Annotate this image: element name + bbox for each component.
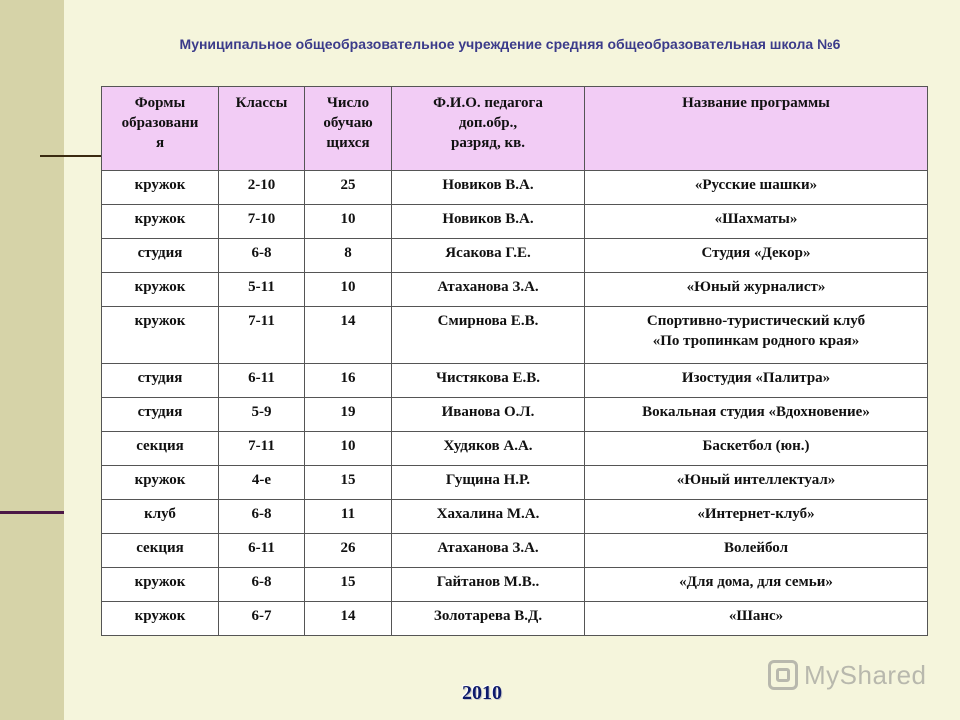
cell-count-text: 15 [340,574,356,590]
cell-form [102,432,219,466]
cell-grades [219,273,305,307]
cell-teacher-text: Новиков В.А. [442,177,534,193]
cell-grades [219,171,305,205]
cell-form-text: студия [137,370,183,386]
programs-table [101,86,928,636]
cell-grades-text: 6-11 [248,370,275,386]
cell-teacher [392,205,585,239]
cell-count [305,602,392,636]
cell-form [102,364,219,398]
cell-teacher-text: Ясакова Г.Е. [445,245,531,261]
cell-grades-text: 6-8 [251,506,272,522]
cell-count [305,534,392,568]
table-row [102,534,928,568]
cell-program-text: «Русские шашки» [694,177,818,193]
table-header-row [102,87,928,171]
cell-teacher [392,398,585,432]
cell-grades [219,364,305,398]
cell-teacher [392,534,585,568]
cell-grades-text: 6-8 [251,245,272,261]
cell-grades-text: 6-8 [251,574,272,590]
year-label: 2010 [462,682,502,704]
table-row [102,500,928,534]
cell-program-text: «Шахматы» [714,211,798,227]
cell-count-text: 10 [340,279,356,295]
table-row [102,398,928,432]
cell-form-text: кружок [134,211,186,227]
cell-count [305,239,392,273]
table-row [102,205,928,239]
cell-count-text: 14 [340,313,356,329]
cell-count-text: 19 [340,404,356,420]
cell-count-text: 15 [340,472,356,488]
cell-count [305,307,392,364]
header-count: Число обучаю щихся [305,87,392,171]
cell-grades-text: 2-10 [247,177,276,193]
cell-program-text: Студия «Декор» [701,245,811,261]
cell-teacher [392,307,585,364]
table-row [102,307,928,364]
decor-rule-bottom [0,511,64,514]
cell-count [305,568,392,602]
cell-form-text: кружок [134,574,186,590]
cell-teacher [392,602,585,636]
cell-count-text: 14 [340,608,356,624]
cell-form-text: секция [136,540,184,556]
cell-count [305,466,392,500]
cell-grades [219,568,305,602]
cell-program [585,432,928,466]
cell-program [585,534,928,568]
decor-rule-top [40,155,102,157]
cell-grades-text: 7-11 [248,438,275,454]
cell-count-text: 26 [340,540,356,556]
cell-grades [219,500,305,534]
cell-form-text: кружок [134,177,186,193]
left-decor-bar [0,0,64,720]
cell-form-text: студия [137,245,183,261]
header-program: Название программы [585,87,928,171]
cell-program [585,307,928,364]
cell-form-text: студия [137,404,183,420]
table-row [102,602,928,636]
cell-count [305,500,392,534]
cell-form-text: кружок [134,313,186,329]
cell-teacher [392,466,585,500]
cell-form [102,568,219,602]
cell-form-text: секция [136,438,184,454]
cell-grades-text: 4-е [251,472,272,488]
cell-count [305,398,392,432]
table-row [102,239,928,273]
cell-teacher [392,273,585,307]
cell-teacher-text: Золотарева В.Д. [433,608,543,624]
cell-form [102,602,219,636]
cell-program-text: «Юный журналист» [686,279,826,295]
cell-form [102,500,219,534]
header-form: Формы образовани я [102,87,219,171]
cell-form [102,307,219,364]
cell-grades-text: 5-11 [248,279,275,295]
cell-program-text: Волейбол [723,540,789,556]
table-row [102,171,928,205]
cell-program [585,466,928,500]
cell-grades [219,205,305,239]
cell-teacher [392,239,585,273]
cell-form [102,534,219,568]
cell-form [102,171,219,205]
cell-grades-text: 5-9 [251,404,272,420]
cell-grades [219,602,305,636]
cell-count-text: 11 [340,506,356,522]
cell-program [585,602,928,636]
cell-count [305,432,392,466]
cell-grades [219,534,305,568]
cell-form-text: клуб [144,506,176,522]
watermark [768,657,927,693]
cell-teacher-text: Хахалина М.А. [436,506,540,522]
cell-form [102,239,219,273]
cell-program-text: «Юный интеллектуал» [676,472,836,488]
cell-program [585,239,928,273]
cell-teacher-text: Чистякова Е.В. [435,370,541,386]
cell-teacher-text: Иванова О.Л. [441,404,535,420]
cell-form [102,466,219,500]
cell-count-text: 25 [340,177,356,193]
cell-grades-text: 6-7 [251,608,272,624]
cell-teacher-text: Гайтанов М.В.. [436,574,540,590]
cell-grades [219,432,305,466]
cell-form [102,273,219,307]
cell-program-text: «Для дома, для семьи» [679,574,833,590]
cell-teacher [392,432,585,466]
table-row [102,364,928,398]
cell-form [102,205,219,239]
cell-program [585,273,928,307]
cell-count-text: 10 [340,211,356,227]
cell-teacher-text: Атаханова З.А. [437,540,539,556]
cell-program-text: Изостудия «Палитра» [681,370,831,386]
cell-teacher-text: Новиков В.А. [442,211,534,227]
table-row [102,466,928,500]
cell-teacher-text: Гущина Н.Р. [445,472,531,488]
cell-teacher [392,500,585,534]
header-teacher: Ф.И.О. педагога доп.обр., разряд, кв. [392,87,585,171]
cell-count [305,171,392,205]
cell-program-text: Баскетбол (юн.) [702,438,810,454]
cell-teacher-text: Атаханова З.А. [437,279,539,295]
cell-grades [219,398,305,432]
cell-program [585,500,928,534]
cell-teacher [392,568,585,602]
cell-form [102,398,219,432]
watermark-text: MyShared [804,659,927,690]
cell-grades [219,239,305,273]
cell-grades-text: 7-10 [247,211,276,227]
cell-program-text: Вокальная студия «Вдохновение» [642,404,870,420]
cell-count [305,364,392,398]
cell-teacher [392,364,585,398]
cell-program [585,364,928,398]
cell-teacher [392,171,585,205]
cell-program [585,398,928,432]
cell-count-text: 16 [340,370,356,386]
cell-grades-text: 7-11 [248,313,275,329]
page-title: Муниципальное общеобразовательное учреждение средняя общеобразовательная школа №6 [179,36,841,52]
cell-program-text: «Интернет-клуб» [697,506,815,522]
cell-form-text: кружок [134,608,186,624]
cell-program-text: Спортивно-туристический клуб «По тропинкам родного края» [646,313,866,349]
cell-form-text: кружок [134,472,186,488]
cell-count [305,205,392,239]
cell-grades [219,307,305,364]
cell-grades [219,466,305,500]
cell-form-text: кружок [134,279,186,295]
header-grades: Классы [219,87,305,171]
myshared-logo-icon [768,660,798,690]
table-row [102,432,928,466]
cell-count [305,273,392,307]
cell-program [585,205,928,239]
cell-program [585,568,928,602]
cell-program [585,171,928,205]
cell-program-text: «Шанс» [728,608,784,624]
cell-teacher-text: Худяков А.А. [443,438,533,454]
cell-count-text: 8 [344,245,352,261]
cell-grades-text: 6-11 [248,540,275,556]
table-row [102,273,928,307]
cell-teacher-text: Смирнова Е.В. [437,313,539,329]
cell-count-text: 10 [340,438,356,454]
table-row [102,568,928,602]
